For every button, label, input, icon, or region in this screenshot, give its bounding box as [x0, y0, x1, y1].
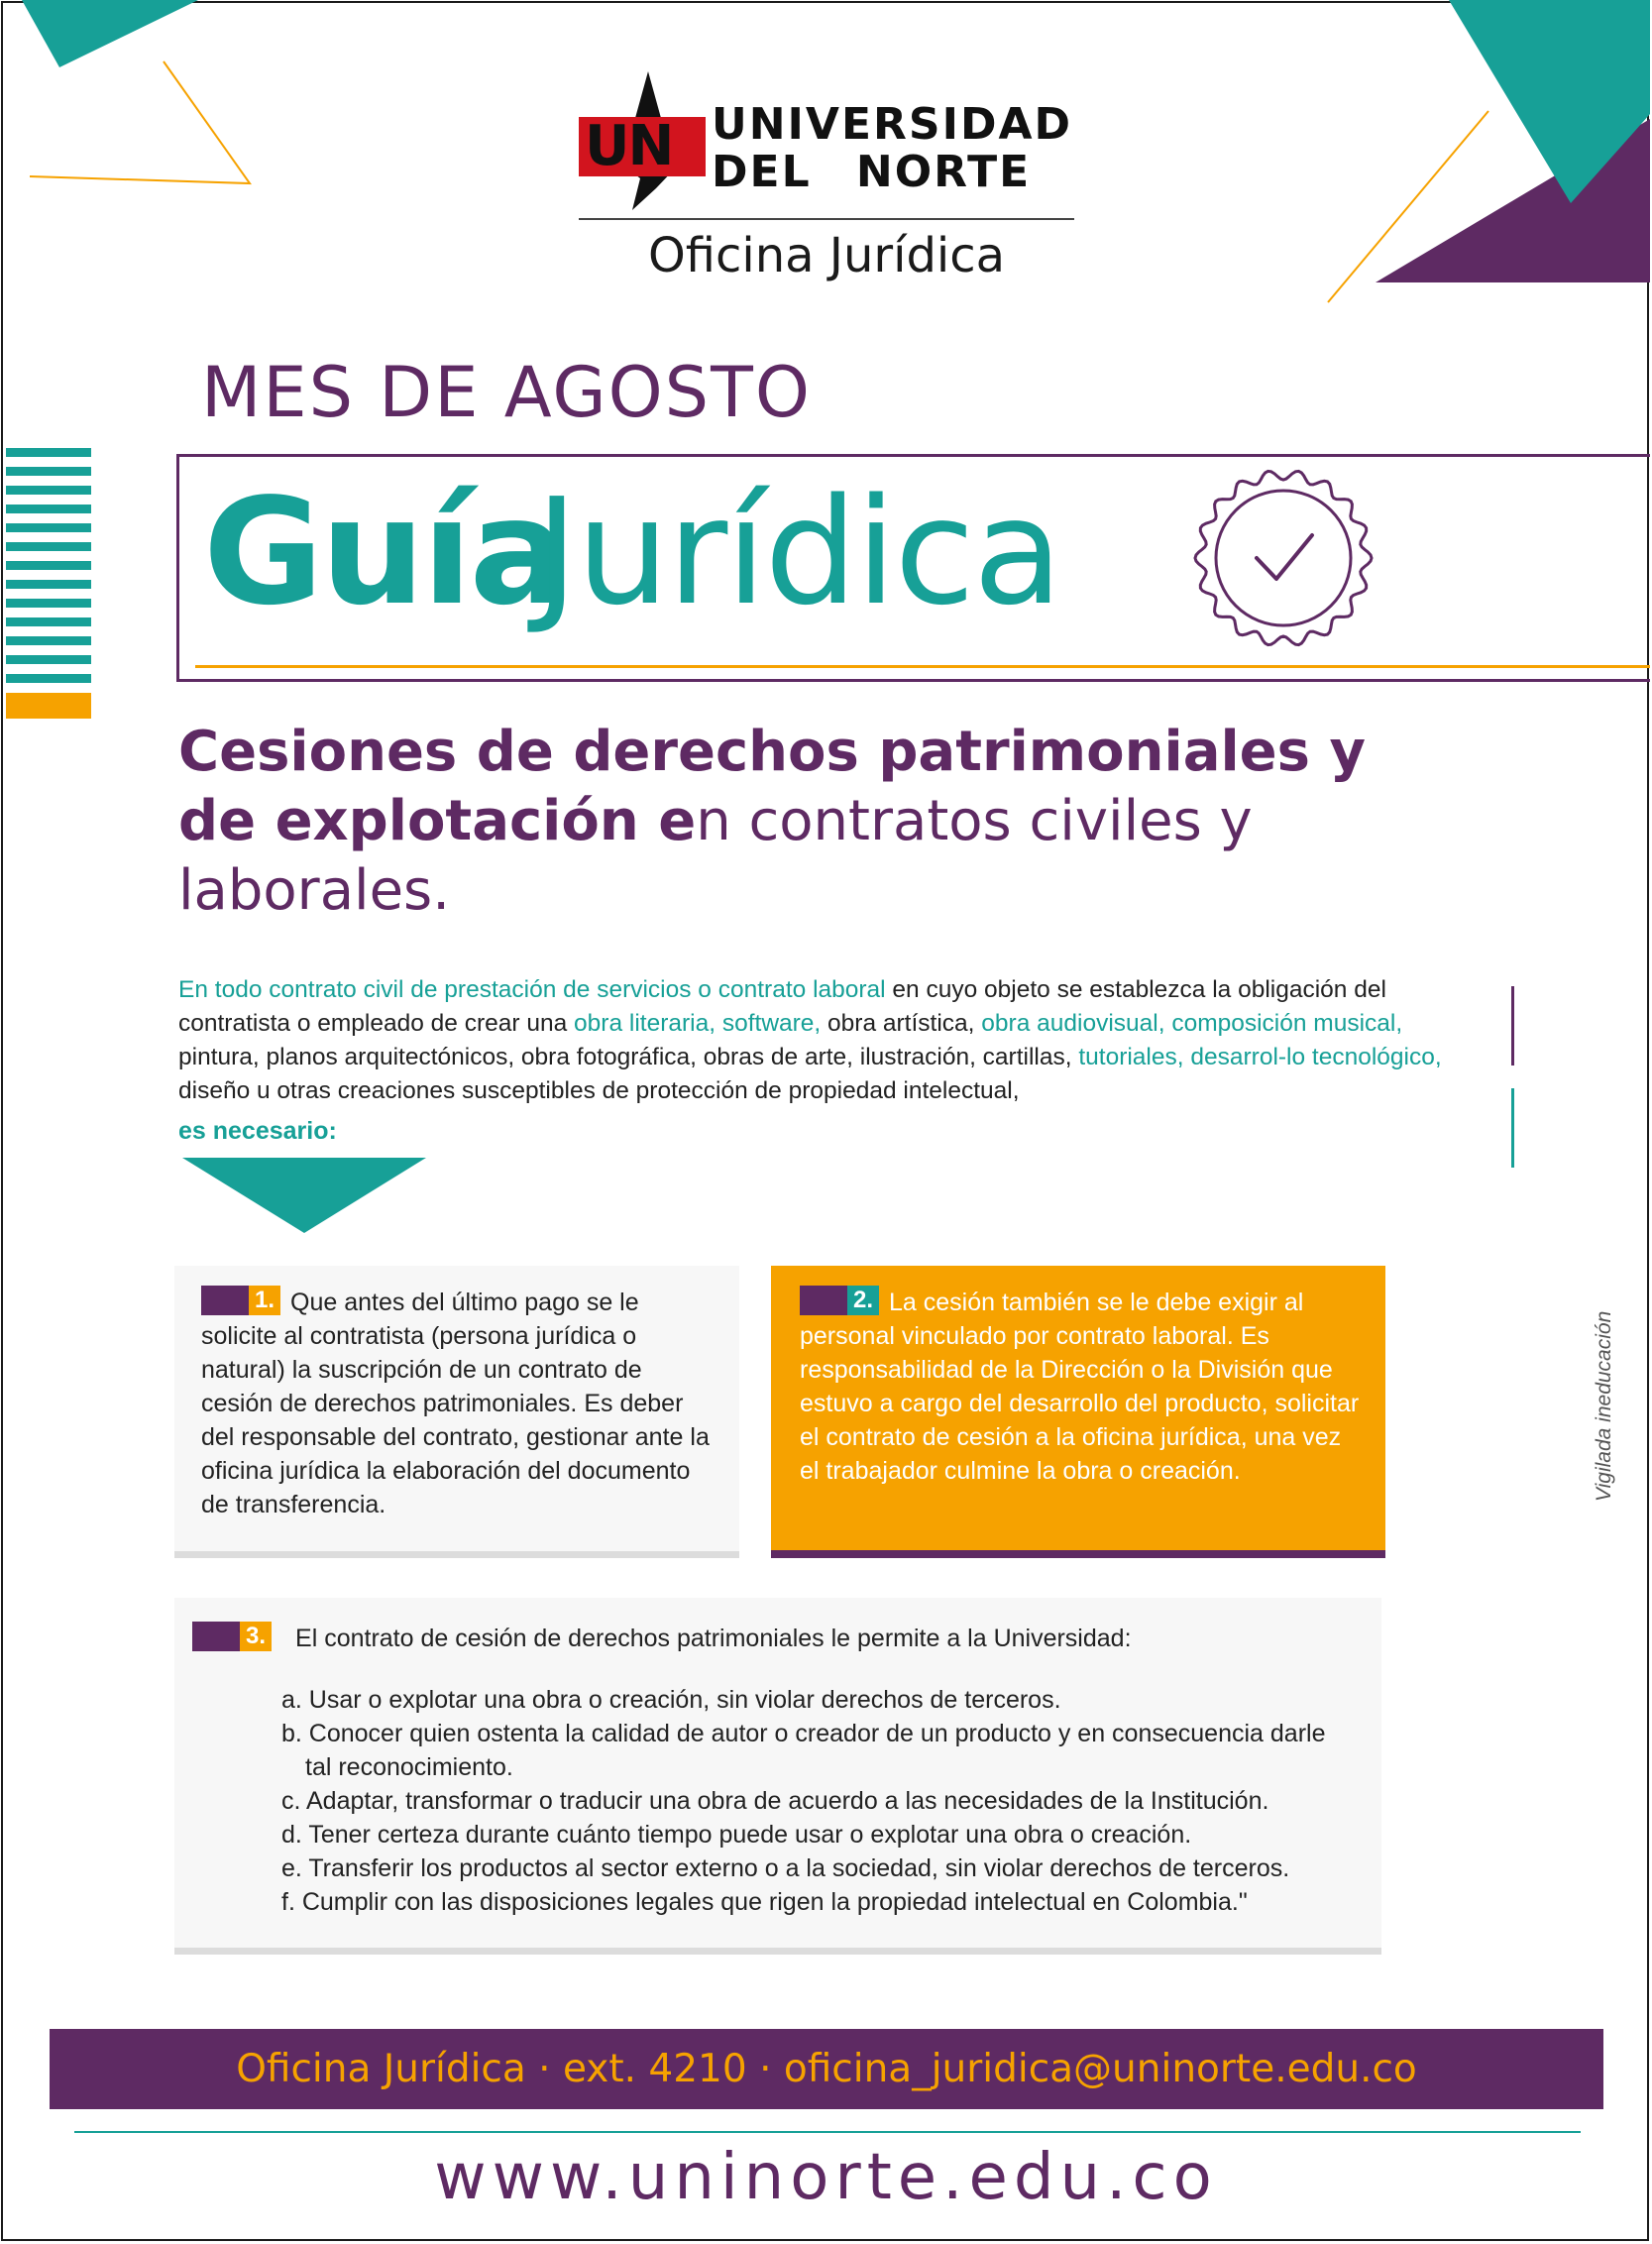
stripe — [6, 523, 91, 532]
logo-divider — [579, 218, 1074, 220]
item-text: La cesión también se le debe exigir al personal vinculado por contrato laboral. Es responsabilidad de la Dirección o la División que estuvo a cargo del desarrollo del producto, solicitar el contrato de cesión a la oficina jurídica, una vez el trabajador culmine la obra o creación. — [800, 1289, 1360, 1485]
intro-text: obra artística, — [821, 1010, 982, 1037]
stripe — [6, 505, 91, 513]
intro-highlight: En todo contrato civil de prestación de servicios o contrato laboral — [178, 976, 886, 1003]
stripe — [6, 674, 91, 683]
item-number-badge — [201, 1286, 280, 1319]
item-text: El contrato de cesión de derechos patrimoniales le permite a la Universidad: — [295, 1625, 1132, 1652]
stripe — [6, 467, 91, 476]
item-number-badge — [192, 1622, 272, 1655]
benefits-list — [281, 1683, 1362, 1919]
title-bold: Guía — [203, 467, 566, 637]
website-link[interactable]: www.uninorte.edu.co — [434, 2141, 1218, 2214]
list-item: e. Transferir los productos al sector externo o a la sociedad, sin violar derechos de terceros. — [281, 1854, 1290, 1882]
logo-wordmark — [712, 101, 1072, 196]
intro-conclusion: es necesario: — [178, 1117, 337, 1145]
main-heading — [178, 718, 1427, 926]
stripe — [6, 580, 91, 589]
item-number-badge — [800, 1286, 879, 1319]
heading-normal: n contratos civiles y laborales. — [178, 789, 1253, 923]
stripe — [6, 486, 91, 495]
stripe — [6, 655, 91, 664]
stripe — [6, 561, 91, 570]
intro-highlight: obra audiovisual, composición musical, — [981, 1010, 1403, 1037]
intro-paragraph — [178, 973, 1467, 1108]
list-item: a. Usar o explotar una obra o creación, sin violar derechos de terceros. — [281, 1686, 1061, 1714]
teal-triangle-top-left — [22, 0, 198, 67]
list-item: f. Cumplir con las disposiciones legales que rigen la propiedad intelectual en Colombia." — [281, 1888, 1248, 1916]
intro-highlight: obra literaria, software, — [574, 1010, 822, 1037]
item-number: 3. — [240, 1622, 272, 1651]
footer-divider — [74, 2131, 1581, 2133]
intro-highlight: tutoriales, desarrol-lo tecnológico, — [1078, 1044, 1442, 1070]
title-light: Jurídica — [535, 467, 1061, 637]
contact-bar: Oficina Jurídica · ext. 4210 · oficina_juridica@uninorte.edu.co — [50, 2029, 1603, 2109]
gold-line-top-left — [30, 61, 250, 183]
seal-check-icon — [1189, 464, 1377, 652]
requirement-card-3 — [174, 1598, 1381, 1955]
striped-bars — [6, 448, 91, 729]
heading-bold: Cesiones de derechos patrimoniales y de explotación e — [178, 720, 1366, 853]
item-number: 1. — [249, 1286, 280, 1315]
logo-line1: UNIVERSIDAD — [712, 99, 1073, 150]
intro-text: pintura, planos arquitectónicos, obra fotográfica, obras de arte, ilustración, cartillas, — [178, 1044, 1079, 1070]
logo-line2: DEL NORTE — [712, 147, 1032, 197]
item-number: 2. — [847, 1286, 879, 1315]
list-item: d. Tener certeza durante cuánto tiempo puede usar o explotar una obra o creación. — [281, 1821, 1192, 1849]
down-arrow-icon — [182, 1158, 426, 1233]
stripe — [6, 448, 91, 457]
list-item: b. Conocer quien ostenta la calidad de autor o creador de un producto y en consecuencia darle — [281, 1720, 1326, 1747]
stripe-accent — [6, 693, 91, 719]
stripe — [6, 542, 91, 551]
title-underline — [195, 665, 1650, 668]
stripe — [6, 599, 91, 608]
intro-text: diseño u otras creaciones susceptibles de protección de propiedad intelectual, — [178, 1077, 1020, 1104]
month-label: MES DE AGOSTO — [201, 352, 812, 433]
side-rule — [1511, 1088, 1514, 1168]
requirement-card-2 — [771, 1266, 1385, 1558]
side-rule — [1511, 986, 1514, 1066]
office-name: Oficina Jurídica — [647, 228, 1006, 283]
vigilance-note: Vigilada ineducación — [1593, 1310, 1615, 1502]
logo-mark: UN — [585, 114, 673, 178]
stripe — [6, 617, 91, 626]
list-item: c. Adaptar, transformar o traducir una obra de acuerdo a las necesidades de la Institución. — [281, 1787, 1269, 1815]
stripe — [6, 636, 91, 645]
item-text: Que antes del último pago se le solicite al contratista (persona jurídica o natural) la suscripción de un contrato de cesión de derechos patrimoniales. Es deber del responsable del contrato, gestionar ante la oficina jurídica la elaboración del documento de transferencia. — [201, 1289, 710, 1518]
list-item-continued: tal reconocimiento. — [305, 1753, 513, 1781]
requirement-card-1 — [174, 1266, 739, 1558]
intro-text: en cuyo objeto se establezca la obligación del contratista o empleado de crear una — [178, 976, 1386, 1037]
